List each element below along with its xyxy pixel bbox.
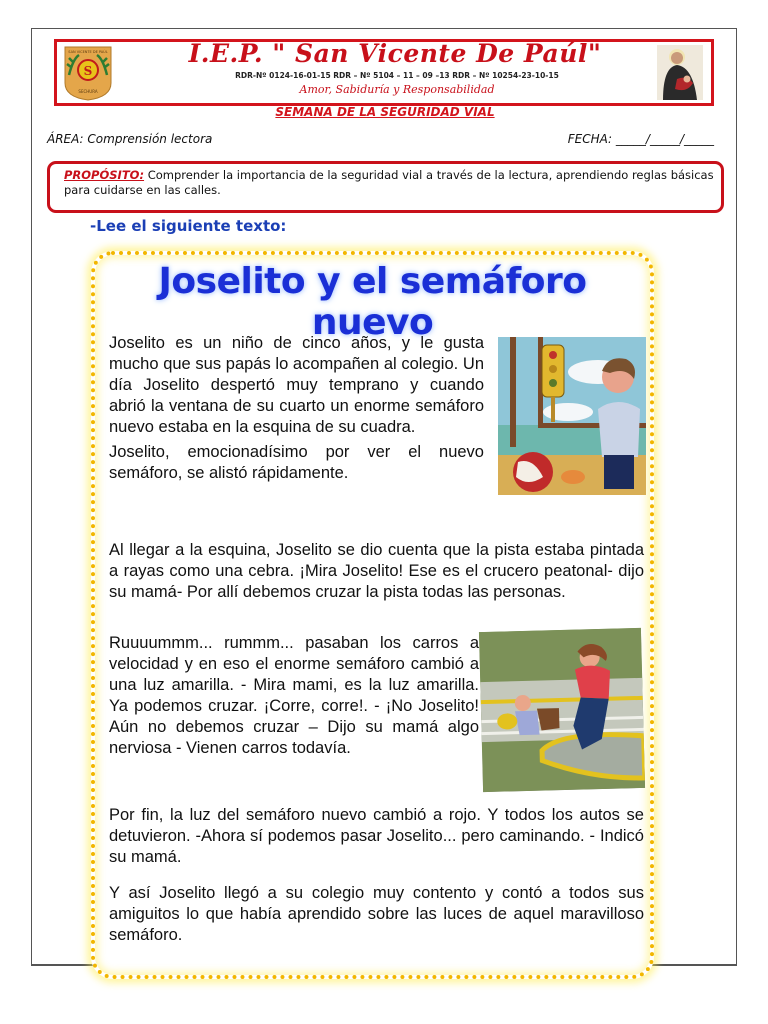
purpose-label: PROPÓSITO:: [64, 168, 145, 182]
svg-text:SAN VICENTE DE PAÚL: SAN VICENTE DE PAÚL: [68, 50, 108, 54]
story-paragraph: Al llegar a la esquina, Joselito se dio cuenta que la pista estaba pintada a rayas como una cebra. ¡Mira Joselito! Ese es el crucero peatonal- dijo su mamá- Por allí debemos cruzar la pista todas las personas.: [109, 541, 644, 601]
school-header-banner: [54, 39, 714, 106]
school-name: I.E.P. " San Vicente De Paúl": [188, 39, 602, 68]
date-field[interactable]: FECHA: _____/_____/_____: [567, 132, 714, 146]
story-paragraph: Y así Joselito llegó a su colegio muy contento y contó a todos sus amiguitos lo que había aprendido sobre las luces de aquel maravilloso semáforo.: [109, 884, 644, 944]
school-motto: Amor, Sabiduría y Responsabilidad: [299, 83, 495, 96]
school-crest-icon: [63, 45, 113, 101]
saint-portrait-icon: [657, 45, 703, 100]
purpose-text: Comprender la importancia de la seguridad vial a través de la lectura, aprendiendo reglas básicas para cuidarse en las calles.: [64, 168, 714, 197]
reading-instruction: -Lee el siguiente texto:: [90, 217, 287, 235]
story-title: Joselito y el semáforo nuevo: [158, 261, 587, 343]
svg-text:S: S: [83, 64, 93, 78]
story-paragraph: Ruuuummm... rummm... pasaban los carros a velocidad y en eso el enorme semáforo cambió a una luz amarilla. - Mira mami, es la luz amarilla. Ya podemos cruzar. ¡Corre, corre!. - ¡No Joselito! Aún no debemos cruzar – Dijo su mamá algo nerviosa - Vienen carros todavía.: [109, 634, 479, 757]
registration-numbers: RDR-Nº 0124-16-01-15 RDR – Nº 5104 – 11 – 09 –13 RDR – Nº 10254-23-10-15: [235, 71, 559, 80]
worksheet-page: [31, 28, 737, 966]
story-paragraph: Joselito, emocionadísimo por ver el nuevo semáforo, se alistó rápidamente.: [109, 443, 484, 482]
crosswalk-illustration: [479, 628, 645, 792]
purpose-box: [47, 161, 724, 213]
boy-window-illustration: [498, 337, 646, 495]
story-frame: [91, 251, 654, 979]
story-paragraph: Por fin, la luz del semáforo nuevo cambió a rojo. Y todos los autos se detuvieron. -Ahora sí podemos pasar Joselito... pero caminando. - Indicó su mamá.: [109, 806, 644, 866]
week-title: SEMANA DE LA SEGURIDAD VIAL: [275, 105, 495, 119]
story-paragraph: Joselito es un niño de cinco años, y le gusta mucho que sus papás lo acompañen al colegio. Un día Joselito despertó muy temprano y cuando abrió la ventana de su cuarto un enorme semáforo nuevo estaba en la esquina de su cuadra.: [109, 334, 484, 436]
svg-text:SECHURA: SECHURA: [78, 89, 98, 94]
area-label: ÁREA: Comprensión lectora: [47, 132, 213, 146]
